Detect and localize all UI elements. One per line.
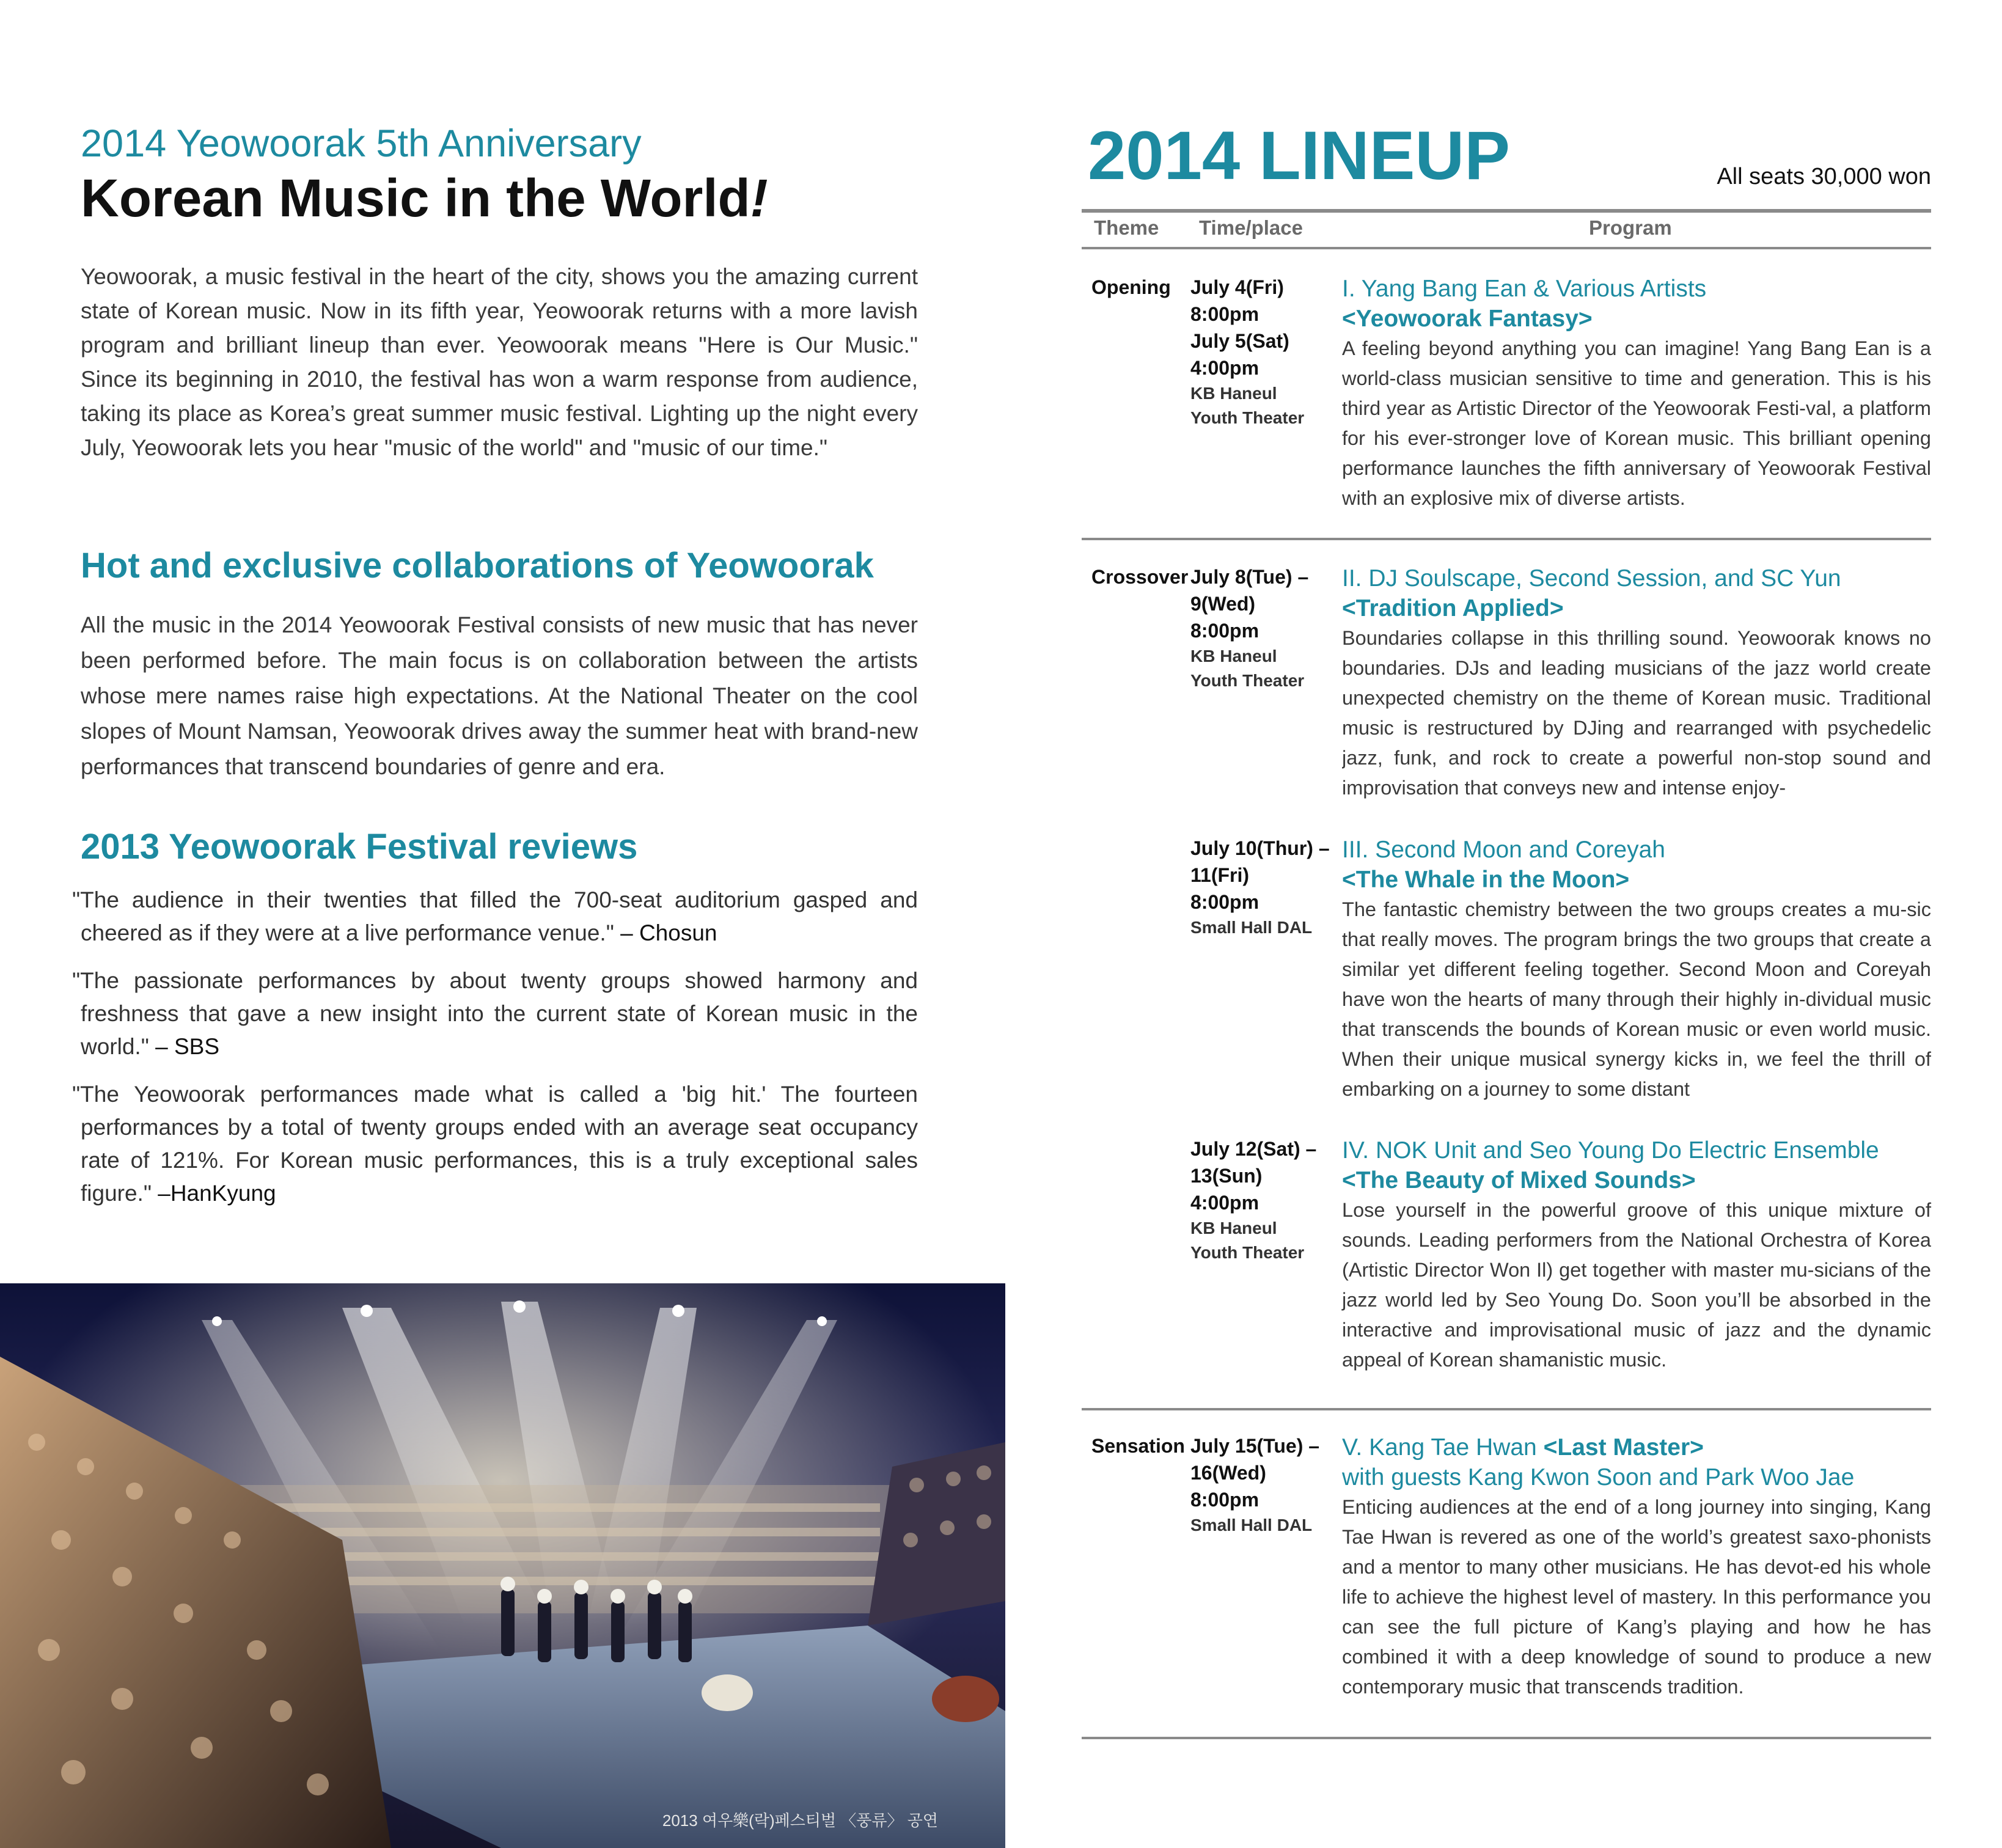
- program-description-clip: [1342, 623, 1931, 803]
- review-source: – SBS: [155, 1034, 220, 1059]
- entry-time-place: [1190, 274, 1337, 430]
- entry-time: 16(Wed): [1190, 1462, 1266, 1484]
- review-text: "The Yeowoorak performances made what is called a 'big hit.' The fourteen performances by a total of twenty groups ended with an average seat occupancy rate of 121%. For Korean music performances, this is a truly exceptional sales figure.": [72, 1082, 918, 1206]
- program-title: IV. NOK Unit and Seo Young Do Electric Ensemble: [1342, 1137, 1879, 1164]
- entry-place: Small Hall DAL: [1190, 918, 1313, 937]
- reviews-list: [72, 884, 918, 1225]
- entry-theme: Opening: [1091, 276, 1171, 298]
- program-description-clip: [1342, 895, 1931, 1104]
- entry-time: July 8(Tue) –: [1190, 566, 1309, 588]
- lineup-entry: [1082, 1135, 1931, 1380]
- table-bottom-rule: [1082, 1737, 1931, 1739]
- program-description: Lose yourself in the powerful groove of this unique mixture of sounds. Leading performers from the National Orchestra of Korea (Artistic Director Won Il) get together with master mu-sicians of the jazz world led by Seo Young Do. Soon you’ll be absorbed in the interactive and improvisational music of jazz and the dynamic appeal of Korean shamanistic music.: [1342, 1199, 1931, 1371]
- lineup-entry: [1082, 563, 1931, 802]
- lineup-heading-year: 2014: [1088, 117, 1241, 194]
- entry-program: [1342, 274, 1931, 513]
- anniversary-subtitle: 2014 Yeowoorak 5th Anniversary: [81, 122, 642, 165]
- entry-program: [1342, 1432, 1931, 1702]
- col-time-header: Time/place: [1199, 216, 1303, 239]
- entry-place: Youth Theater: [1190, 1243, 1305, 1262]
- entry-time: 13(Sun): [1190, 1165, 1263, 1187]
- entry-theme: Sensation: [1091, 1435, 1185, 1457]
- entry-time: 8:00pm: [1190, 303, 1260, 325]
- program-guests: with guests Kang Kwon Soon and Park Woo Jae: [1342, 1464, 1855, 1491]
- program-description: The fantastic chemistry between the two groups creates a mu-sic that really moves. The program brings the two groups that create a similar yet different feeling together. Second Moon and Coreyah have won the hearts of many through their highly in-dividual music that transcends the bounds of Korean music or even world music. When their unique musical synergy kicks in, we feel the thrill of embarking on a journey to some distant: [1342, 898, 1931, 1100]
- review-source: –HanKyung: [158, 1181, 276, 1206]
- section-rule: [1082, 538, 1931, 540]
- entry-time: July 4(Fri): [1190, 276, 1284, 298]
- entry-place: Youth Theater: [1190, 408, 1305, 427]
- program-description: Enticing audiences at the end of a long journey into singing, Kang Tae Hwan is revered as one of the world’s greatest saxo-phonists and a mentor to many other musicians. He has devot-ed his whole life to achieve the highest level of mastery. In this performance you can see the full picture of Kang’s playing and how he has combined it with a deep knowledge of sound to produce a new contemporary music that transcends tradition.: [1342, 1496, 1931, 1698]
- entry-time-place: [1190, 1432, 1337, 1538]
- intro-header: [81, 119, 918, 229]
- table-header-rule: [1082, 247, 1931, 249]
- col-theme-header: Theme: [1094, 216, 1159, 239]
- entry-place: KB Haneul: [1190, 647, 1277, 666]
- lineup-entry: [1082, 1432, 1931, 1707]
- program-name: <Yeowoorak Fantasy>: [1342, 306, 1593, 332]
- entry-theme: Crossover: [1091, 566, 1189, 588]
- entry-place: KB Haneul: [1190, 1219, 1277, 1238]
- concert-photo-image: [0, 1283, 1005, 1848]
- program-description: Boundaries collapse in this thrilling sound. Yeowoorak knows no boundaries. DJs and leading musicians of the jazz world create unexpected chemistry on the theme of Korean music. Traditional music is restructured by DJing and rearranged with psychedelic jazz, funk, and rock to create a powerful non-stop sound and improvisation that conveys new and intense enjoy-: [1342, 627, 1931, 799]
- program-title: [1342, 1432, 1931, 1462]
- entry-time-place: [1190, 835, 1337, 940]
- entry-time: 8:00pm: [1190, 1489, 1260, 1511]
- entry-time: July 5(Sat): [1190, 330, 1289, 352]
- program-title-text: V. Kang Tae Hwan: [1342, 1434, 1537, 1461]
- lineup-heading: [1088, 116, 1510, 196]
- ticket-price: All seats 30,000 won: [1717, 164, 1931, 189]
- program-title: II. DJ Soulscape, Second Session, and SC Yun: [1342, 565, 1841, 592]
- entry-place: Small Hall DAL: [1190, 1516, 1313, 1535]
- entry-place: KB Haneul: [1190, 384, 1277, 403]
- entry-time: July 12(Sat) –: [1190, 1138, 1317, 1160]
- program-title: III. Second Moon and Coreyah: [1342, 837, 1665, 863]
- col-program-header: Program: [1589, 216, 1672, 239]
- entry-time: 4:00pm: [1190, 357, 1260, 379]
- program-name: <The Beauty of Mixed Sounds>: [1342, 1167, 1696, 1194]
- program-name: <The Whale in the Moon>: [1342, 867, 1630, 893]
- entry-time: 4:00pm: [1190, 1192, 1260, 1214]
- table-top-rule: [1082, 209, 1931, 213]
- lineup-entry: [1082, 835, 1931, 1110]
- program-title: I. Yang Bang Ean & Various Artists: [1342, 276, 1707, 302]
- page-title: [81, 168, 918, 229]
- page-title-exclamation: !: [750, 169, 768, 228]
- entry-program: [1342, 835, 1931, 1104]
- program-name: <Last Master>: [1543, 1434, 1704, 1461]
- entry-time: July 10(Thur) –: [1190, 837, 1330, 859]
- entry-time-place: [1190, 563, 1337, 693]
- page-title-text: Korean Music in the World: [81, 169, 750, 228]
- section-rule: [1082, 1408, 1931, 1410]
- entry-time-place: [1190, 1135, 1337, 1265]
- intro-paragraph: Yeowoorak, a music festival in the heart of the city, shows you the amazing current state of Korean music. Now in its fifth year, Yeowoorak returns with a more lavish program and brilliant lineup than ever. Yeowoorak means "Here is Our Music." Since its beginning in 2010, the festival has won a warm response from audience, taking its place as Korea’s great summer music festival. Lighting up the night every July, Yeowoorak lets you hear "music of the world" and "music of our time.": [81, 264, 918, 460]
- program-name: <Tradition Applied>: [1342, 595, 1564, 622]
- entry-time: 8:00pm: [1190, 620, 1260, 642]
- entry-place: Youth Theater: [1190, 671, 1305, 690]
- review-quote: [72, 884, 918, 950]
- review-source: – Chosun: [620, 920, 717, 945]
- lineup-heading-word: LINEUP: [1259, 117, 1510, 194]
- entry-time: 11(Fri): [1190, 864, 1250, 886]
- collaborations-paragraph: All the music in the 2014 Yeowoorak Festival consists of new music that has never been performed before. The main focus is on collaboration between the artists whose mere names raise high expectations. At the National Theater on the cool slopes of Mount Namsan, Yeowoorak drives away the summer heat with brand-new performances that transcend boundaries of genre and era.: [81, 612, 918, 779]
- photo-caption: 2013 여우樂(락)페스티벌 〈풍류〉 공연: [662, 1811, 938, 1830]
- entry-program: [1342, 1135, 1931, 1375]
- review-quote: [72, 964, 918, 1063]
- concert-photo: [0, 1283, 1005, 1848]
- table-header: [1082, 215, 1931, 246]
- review-quote: [72, 1078, 918, 1210]
- review-text: "The audience in their twenties that filled the 700-seat auditorium gasped and cheered as if they were at a live performance venue.": [72, 887, 918, 945]
- entry-time: July 15(Tue) –: [1190, 1435, 1320, 1457]
- entry-time: 8:00pm: [1190, 891, 1260, 913]
- entry-time: 9(Wed): [1190, 593, 1256, 615]
- entry-program: [1342, 563, 1931, 803]
- collaborations-heading: Hot and exclusive collaborations of Yeowoorak: [81, 546, 874, 585]
- review-text: "The passionate performances by about twenty groups showed harmony and freshness that gave a new insight into the current state of Korean music in the world.": [72, 968, 918, 1059]
- program-description: A feeling beyond anything you can imagine! Yang Bang Ean is a world-class musician sensitive to time and generation. This is his third year as Artistic Director of the Yeowoorak Festi-val, a platform for his ever-stronger love of Korean music. This brilliant opening performance launches the fifth anniversary of Yeowoorak Festival with an explosive mix of diverse artists.: [1342, 337, 1931, 509]
- lineup-entry: [1082, 274, 1931, 518]
- reviews-heading: 2013 Yeowoorak Festival reviews: [81, 827, 638, 867]
